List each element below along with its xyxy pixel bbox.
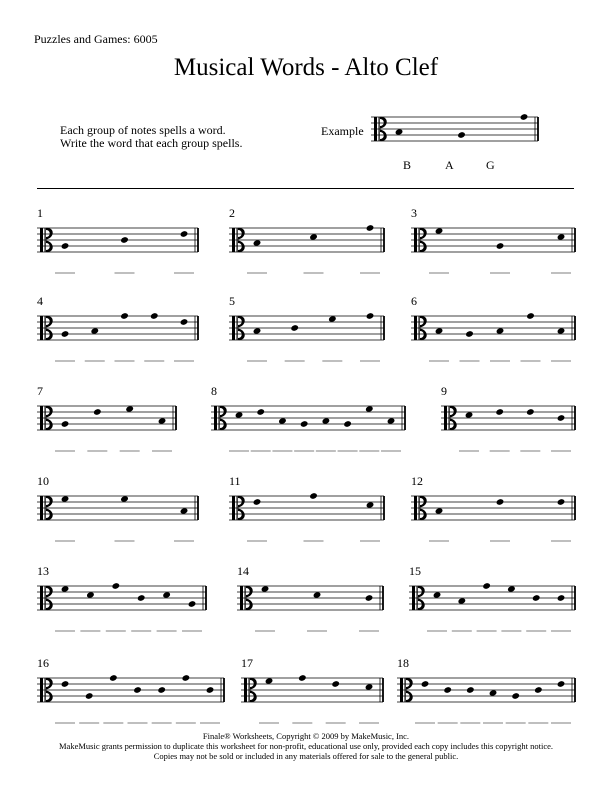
- note-head: [465, 330, 474, 338]
- note-head: [182, 674, 191, 682]
- note-head: [120, 236, 129, 244]
- puzzle-number: 16: [37, 656, 49, 670]
- note-head: [290, 324, 299, 332]
- puzzle-staff-13: [37, 582, 206, 631]
- note-head: [511, 692, 520, 700]
- puzzle-number: 7: [37, 384, 43, 398]
- footer-line-2: MakeMusic grants permission to duplicate this worksheet for non-profit, educational use only, provided each copy includes this copyright notice.: [59, 741, 553, 751]
- puzzle-staff-18: [397, 678, 575, 723]
- puzzle-number: 15: [409, 564, 421, 578]
- note-head: [557, 680, 566, 688]
- instructions-line-2: Write the word that each group spells.: [60, 136, 243, 150]
- page-title: Musical Words - Alto Clef: [173, 54, 439, 81]
- puzzle-number: 10: [37, 474, 49, 488]
- note-head: [466, 686, 475, 694]
- note-head: [365, 594, 374, 602]
- note-head: [532, 594, 541, 602]
- puzzle-number: 1: [37, 206, 43, 220]
- instructions-line-1: Each group of notes spells a word.: [60, 123, 226, 137]
- note-head: [520, 113, 529, 121]
- footer-line-3: Copies may not be sold or included in any materials offered for sale to the general public.: [153, 751, 459, 761]
- note-head: [61, 330, 70, 338]
- puzzle-staff-9: [441, 406, 575, 451]
- note-head: [496, 242, 505, 250]
- puzzle-staff-11: [229, 492, 384, 541]
- note-head: [206, 686, 215, 694]
- puzzle-number: 4: [37, 294, 43, 308]
- puzzle-staff-16: [37, 674, 224, 723]
- puzzle-staff-3: [411, 227, 575, 273]
- puzzle-staff-17: [241, 674, 383, 723]
- note-head: [61, 242, 70, 250]
- example-answer-2: A: [445, 158, 454, 172]
- note-head: [133, 686, 142, 694]
- note-head: [343, 420, 352, 428]
- puzzle-number: 5: [229, 294, 235, 308]
- puzzle-number: 14: [237, 564, 249, 578]
- note-head: [366, 312, 375, 320]
- note-head: [298, 674, 307, 682]
- puzzle-number: 13: [37, 564, 49, 578]
- note-head: [300, 420, 309, 428]
- note-head: [421, 680, 430, 688]
- puzzle-staff-4: [37, 312, 198, 361]
- note-head: [253, 498, 262, 506]
- puzzle-number: 6: [411, 294, 417, 308]
- puzzle-number: 9: [441, 384, 447, 398]
- note-head: [93, 408, 102, 416]
- puzzle-number: 11: [229, 474, 241, 488]
- note-head: [526, 312, 535, 320]
- example-answer-1: B: [403, 158, 412, 172]
- note-head: [495, 408, 504, 416]
- note-head: [111, 582, 120, 590]
- note-head: [482, 582, 491, 590]
- puzzle-staff-7: [37, 405, 176, 451]
- puzzle-staff-2: [229, 224, 384, 273]
- note-head: [331, 680, 340, 688]
- example-staff: [371, 113, 538, 141]
- puzzle-number: 18: [397, 656, 409, 670]
- footer-line-1: Finale® Worksheets, Copyright © 2009 by MakeMusic, Inc.: [202, 731, 410, 741]
- note-head: [150, 312, 159, 320]
- puzzle-staff-5: [229, 312, 384, 361]
- copyright-footer: [0, 731, 612, 761]
- puzzle-number: 2: [229, 206, 235, 220]
- puzzle-staff-6: [411, 312, 575, 361]
- puzzle-staff-12: [411, 496, 575, 541]
- note-head: [157, 686, 166, 694]
- note-head: [457, 131, 466, 139]
- puzzle-staff-10: [37, 495, 198, 541]
- puzzle-staff-15: [409, 582, 575, 631]
- puzzle-number: 17: [241, 656, 253, 670]
- note-head: [557, 498, 566, 506]
- note-head: [557, 414, 566, 422]
- note-head: [180, 230, 189, 238]
- puzzle-staff-8: [211, 405, 405, 451]
- example-answer-3: G: [486, 158, 495, 172]
- note-head: [496, 498, 505, 506]
- note-head: [120, 312, 129, 320]
- puzzle-number: 12: [411, 474, 423, 488]
- puzzle-staff-1: [37, 228, 198, 273]
- note-head: [309, 492, 318, 500]
- note-head: [61, 420, 70, 428]
- note-head: [180, 318, 189, 326]
- puzzle-number: 8: [211, 384, 217, 398]
- example-label: Example: [321, 124, 364, 138]
- note-head: [534, 686, 543, 694]
- note-head: [557, 594, 566, 602]
- note-head: [109, 674, 118, 682]
- puzzle-staff-14: [237, 585, 383, 631]
- note-head: [526, 408, 535, 416]
- note-head: [85, 692, 94, 700]
- note-head: [256, 408, 265, 416]
- note-head: [188, 600, 197, 608]
- note-head: [61, 680, 70, 688]
- note-head: [366, 224, 375, 232]
- worksheet-series-label: Puzzles and Games: 6005: [34, 32, 158, 46]
- note-head: [443, 686, 452, 694]
- note-head: [137, 594, 146, 602]
- puzzle-number: 3: [411, 206, 417, 220]
